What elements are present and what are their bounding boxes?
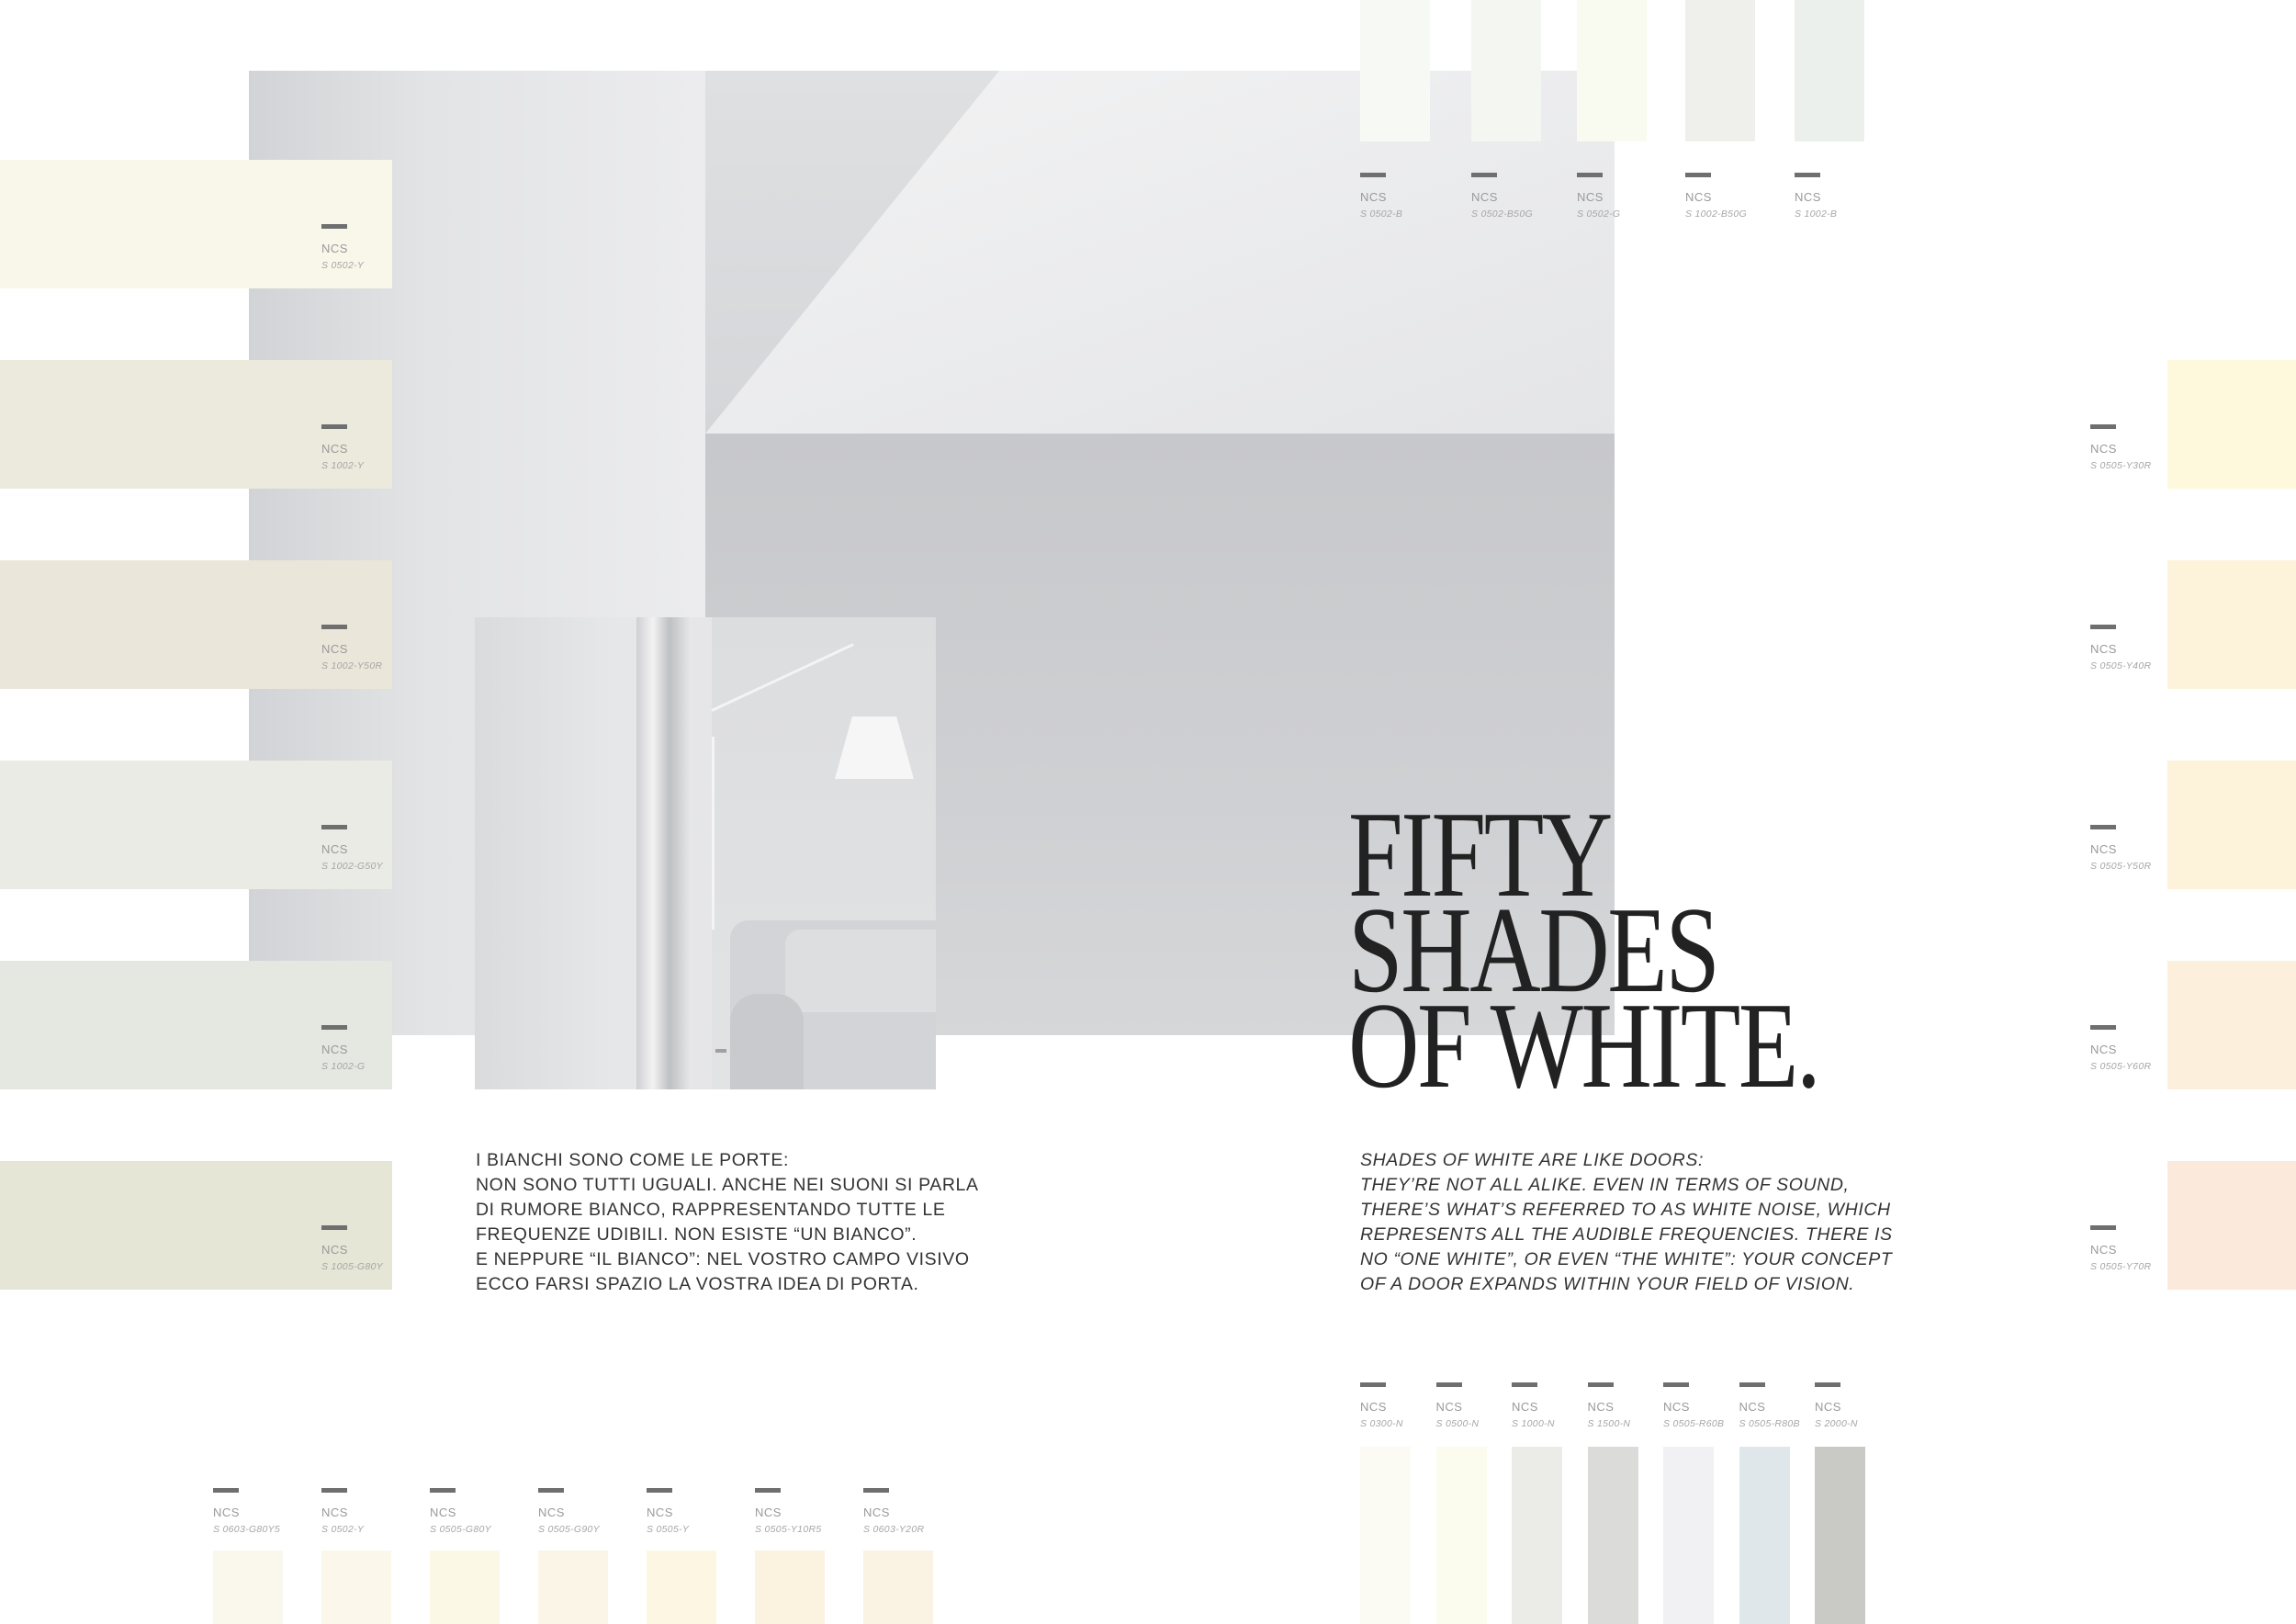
color-swatch bbox=[2167, 560, 2296, 689]
swatch-code-label: S 0603-G80Y5 bbox=[213, 1524, 281, 1535]
swatch-code-label: S 1500-N bbox=[1587, 1418, 1631, 1429]
sofa-arm bbox=[730, 994, 804, 1089]
color-swatch bbox=[538, 1551, 608, 1624]
swatch-marker bbox=[2090, 1225, 2116, 1230]
swatch-system-label: NCS bbox=[1795, 190, 1821, 204]
swatch-code-label: S 0502-B bbox=[1360, 209, 1403, 220]
swatch-system-label: NCS bbox=[2090, 1043, 2117, 1056]
color-swatch bbox=[1512, 1447, 1562, 1624]
swatch-marker bbox=[1471, 173, 1497, 177]
color-swatch bbox=[1739, 1447, 1790, 1624]
swatch-marker bbox=[321, 424, 347, 429]
headline-line: OF WHITE. bbox=[1348, 977, 1819, 1113]
swatch-marker bbox=[2090, 424, 2116, 429]
color-swatch bbox=[2167, 761, 2296, 889]
swatch-system-label: NCS bbox=[1577, 190, 1604, 204]
swatch-marker bbox=[2090, 625, 2116, 629]
color-swatch bbox=[2167, 360, 2296, 489]
swatch-code-label: S 1005-G80Y bbox=[321, 1261, 383, 1272]
swatch-marker bbox=[863, 1488, 889, 1493]
swatch-marker bbox=[321, 625, 347, 629]
swatch-system-label: NCS bbox=[1685, 190, 1712, 204]
swatch-code-label: S 0502-Y bbox=[321, 1524, 365, 1535]
swatch-system-label: NCS bbox=[213, 1506, 240, 1519]
swatch-system-label: NCS bbox=[321, 842, 348, 856]
text-line: FREQUENZE UDIBILI. NON ESISTE “UN BIANCO”. bbox=[476, 1224, 917, 1245]
swatch-system-label: NCS bbox=[321, 642, 348, 656]
swatch-marker bbox=[213, 1488, 239, 1493]
swatch-code-label: S 0603-Y20R bbox=[863, 1524, 925, 1535]
swatch-system-label: NCS bbox=[538, 1506, 565, 1519]
interior-photo bbox=[475, 617, 936, 1089]
swatch-marker bbox=[321, 1488, 347, 1493]
color-swatch bbox=[213, 1551, 283, 1624]
swatch-system-label: NCS bbox=[1587, 1400, 1615, 1414]
color-swatch bbox=[1360, 0, 1430, 141]
swatch-code-label: S 1002-B50G bbox=[1685, 209, 1747, 220]
swatch-marker bbox=[1815, 1382, 1840, 1387]
swatch-marker bbox=[430, 1488, 456, 1493]
swatch-marker bbox=[1588, 1382, 1614, 1387]
headline-line: SHADES bbox=[1348, 882, 1718, 1018]
swatch-marker bbox=[1663, 1382, 1689, 1387]
swatch-code-label: S 1002-B bbox=[1795, 209, 1838, 220]
swatch-code-label: S 0505-Y30R bbox=[2090, 460, 2152, 471]
text-line: I BIANCHI SONO COME LE PORTE: bbox=[476, 1150, 790, 1170]
swatch-code-label: S 0505-R80B bbox=[1739, 1418, 1800, 1429]
color-swatch bbox=[755, 1551, 825, 1624]
swatch-system-label: NCS bbox=[863, 1506, 890, 1519]
swatch-code-label: S 0502-B50G bbox=[1471, 209, 1533, 220]
swatch-code-label: S 0505-Y70R bbox=[2090, 1261, 2152, 1272]
color-swatch bbox=[2167, 961, 2296, 1089]
swatch-code-label: S 0502-Y bbox=[321, 260, 365, 271]
swatch-code-label: S 1000-N bbox=[1512, 1418, 1555, 1429]
swatch-marker bbox=[755, 1488, 781, 1493]
swatch-system-label: NCS bbox=[1815, 1400, 1841, 1414]
text-line: ECCO FARSI SPAZIO LA VOSTRA IDEA DI PORTA. bbox=[476, 1274, 919, 1294]
text-line: THEY’RE NOT ALL ALIKE. EVEN IN TERMS OF SOUND, bbox=[1360, 1175, 1850, 1195]
body-text-english bbox=[1360, 1148, 1893, 1297]
swatch-system-label: NCS bbox=[2090, 642, 2117, 656]
swatch-code-label: S 0505-G90Y bbox=[538, 1524, 600, 1535]
swatch-marker bbox=[1436, 1382, 1462, 1387]
swatch-code-label: S 0500-N bbox=[1435, 1418, 1480, 1429]
swatch-system-label: NCS bbox=[321, 1506, 348, 1519]
swatch-code-label: S 0505-Y60R bbox=[2090, 1061, 2152, 1072]
color-swatch bbox=[1663, 1447, 1714, 1624]
swatch-code-label: S 1002-Y bbox=[321, 460, 365, 471]
color-swatch bbox=[1436, 1447, 1487, 1624]
swatch-code-label: S 2000-N bbox=[1815, 1418, 1858, 1429]
swatch-marker bbox=[321, 1225, 347, 1230]
swatch-code-label: S 0300-N bbox=[1360, 1418, 1403, 1429]
text-line: THERE’S WHAT’S REFERRED TO AS WHITE NOISE, WHICH bbox=[1360, 1200, 1891, 1220]
swatch-system-label: NCS bbox=[2090, 442, 2117, 456]
swatch-code-label: S 0502-G bbox=[1577, 209, 1621, 220]
swatch-system-label: NCS bbox=[2090, 1243, 2117, 1257]
text-line: REPRESENTS ALL THE AUDIBLE FREQUENCIES. THERE IS bbox=[1360, 1224, 1893, 1245]
swatch-system-label: NCS bbox=[321, 442, 348, 456]
swatch-marker bbox=[2090, 825, 2116, 829]
body-text-italian bbox=[476, 1148, 979, 1297]
swatch-marker bbox=[538, 1488, 564, 1493]
swatch-code-label: S 1002-G bbox=[321, 1061, 366, 1072]
swatch-marker bbox=[1685, 173, 1711, 177]
swatch-system-label: NCS bbox=[1663, 1400, 1690, 1414]
swatch-code-label: S 0505-Y40R bbox=[2090, 660, 2152, 671]
swatch-code-label: S 1002-Y50R bbox=[321, 660, 383, 671]
swatch-marker bbox=[2090, 1025, 2116, 1030]
swatch-code-label: S 0505-Y10R5 bbox=[755, 1524, 822, 1535]
color-swatch bbox=[1577, 0, 1647, 141]
swatch-marker bbox=[1360, 173, 1386, 177]
text-line: OF A DOOR EXPANDS WITHIN YOUR FIELD OF VISION. bbox=[1360, 1274, 1855, 1294]
text-line: NON SONO TUTTI UGUALI. ANCHE NEI SUONI SI PARLA bbox=[476, 1175, 979, 1195]
swatch-system-label: NCS bbox=[430, 1506, 456, 1519]
swatch-code-label: S 0505-Y bbox=[647, 1524, 690, 1535]
color-swatch bbox=[1471, 0, 1541, 141]
swatch-marker bbox=[1360, 1382, 1386, 1387]
swatch-system-label: NCS bbox=[1360, 1400, 1387, 1414]
swatch-system-label: NCS bbox=[321, 242, 348, 255]
swatch-code-label: S 1002-G50Y bbox=[321, 861, 383, 872]
swatch-system-label: NCS bbox=[321, 1243, 348, 1257]
color-swatch bbox=[1685, 0, 1755, 141]
sofa-cushion bbox=[785, 930, 936, 1012]
color-swatch bbox=[1795, 0, 1864, 141]
color-swatch bbox=[430, 1551, 500, 1624]
door-handle bbox=[715, 1049, 726, 1053]
swatch-marker bbox=[321, 1025, 347, 1030]
swatch-system-label: NCS bbox=[2090, 842, 2117, 856]
lamp-post bbox=[712, 737, 715, 930]
swatch-system-label: NCS bbox=[1512, 1400, 1538, 1414]
swatch-system-label: NCS bbox=[1360, 190, 1387, 204]
swatch-system-label: NCS bbox=[647, 1506, 673, 1519]
swatch-marker bbox=[1577, 173, 1603, 177]
swatch-marker bbox=[321, 224, 347, 229]
swatch-code-label: S 0505-R60B bbox=[1663, 1418, 1725, 1429]
headline bbox=[1348, 786, 1819, 1113]
swatch-system-label: NCS bbox=[1435, 1400, 1463, 1414]
swatch-marker bbox=[321, 825, 347, 829]
text-line: DI RUMORE BIANCO, RAPPRESENTANDO TUTTE LE bbox=[476, 1200, 946, 1220]
swatch-marker bbox=[647, 1488, 672, 1493]
color-swatch bbox=[863, 1551, 933, 1624]
text-line: NO “ONE WHITE”, OR EVEN “THE WHITE”: YOUR CONCEPT bbox=[1360, 1249, 1893, 1269]
color-swatch bbox=[2167, 1161, 2296, 1290]
door-frame bbox=[636, 617, 692, 1089]
headline-line: FIFTY bbox=[1348, 786, 1611, 922]
text-line: SHADES OF WHITE ARE LIKE DOORS: bbox=[1360, 1150, 1704, 1170]
color-swatch bbox=[647, 1551, 716, 1624]
color-swatch bbox=[321, 1551, 391, 1624]
swatch-system-label: NCS bbox=[755, 1506, 782, 1519]
swatch-marker bbox=[1739, 1382, 1765, 1387]
color-swatch bbox=[1588, 1447, 1638, 1624]
swatch-code-label: S 0505-Y50R bbox=[2090, 861, 2152, 872]
color-swatch bbox=[1360, 1447, 1411, 1624]
swatch-system-label: NCS bbox=[1471, 190, 1498, 204]
swatch-system-label: NCS bbox=[1739, 1400, 1766, 1414]
swatch-marker bbox=[1795, 173, 1820, 177]
text-line: E NEPPURE “IL BIANCO”: NEL VOSTRO CAMPO VISIVO bbox=[476, 1249, 970, 1269]
swatch-marker bbox=[1512, 1382, 1537, 1387]
swatch-code-label: S 0505-G80Y bbox=[430, 1524, 491, 1535]
color-swatch bbox=[1815, 1447, 1865, 1624]
swatch-system-label: NCS bbox=[321, 1043, 348, 1056]
